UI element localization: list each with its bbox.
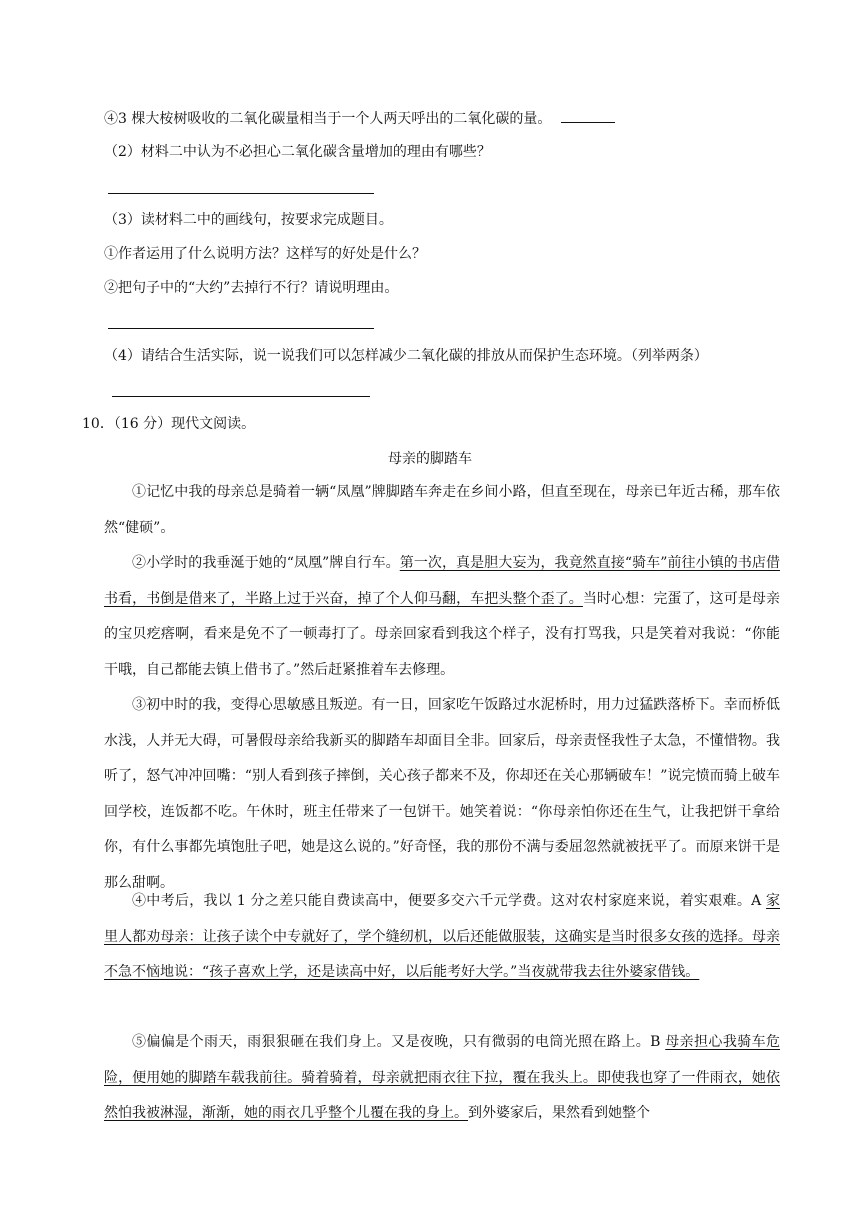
paragraph-1: ①记忆中我的母亲总是骑着一辆“凤凰”牌脚踏车奔走在乡间小路，但直至现在，母亲已年近古稀，那车依然“健硕”。 xyxy=(104,484,780,536)
underlined-sentence-a: 家里人都劝母亲：让孩子读个中专就好了，学个缝纫机，以后还能做服装，这确实是当时很多女孩的选择。母亲不急不恼地说：“孩子喜欢上学，还是读高中好，以后能考好大学。”当夜就带我去往外婆家借钱。 xyxy=(104,893,780,980)
q9-sub4: （4）请结合生活实际，说一说我们可以怎样减少二氧化碳的排放从而保护生态环境。（列举两条） xyxy=(104,348,708,364)
q9-sub3: （3）读材料二中的画线句，按要求完成题目。 xyxy=(104,212,393,228)
q9-sub3-1: ①作者运用了什么说明方法？这样写的好处是什么？ xyxy=(104,246,426,262)
answer-line[interactable] xyxy=(112,396,370,397)
paragraph-3: ③初中时的我，变得心思敏感且叛逆。有一日，回家吃午饭路过水泥桥时，用力过猛跌落桥下。幸而桥低水浅，人并无大碍，可暑假母亲给我新买的脚踏车却面目全非。回家后，母亲责怪我性子太急，不懂惜物。我听了，怒气冲冲回嘴：“别人看到孩子摔倒，关心孩子都来不及，你却还在关心那辆破车！”说完愤而骑上破车回学校，连饭都不吃。午休时，班主任带来了一包饼干。她笑着说：“你母亲怕你还在生气，让我把饼干拿给你，有什么事都先填饱肚子吧，她是这么说的。”好奇怪，我的那份不满与委屈忽然就被抚平了。而原来饼干是那么甜啊。 xyxy=(104,697,780,891)
q9-sub3-2: ②把句子中的“大约”去掉行不行？请说明理由。 xyxy=(104,280,399,296)
paragraph-5: ⑤偏偏是个雨天，雨狠狠砸在我们身上。又是夜晚，只有微弱的电筒光照在路上。B 母亲担心我骑车危险，便用她的脚踏车载我前往。骑着骑着，母亲就把雨衣往下拉，覆在我头上。即使我也穿了一件雨衣，她依然怕我被淋湿，渐渐，她的雨衣几乎整个儿覆在我的身上。到外婆家后，果然看到她整个 xyxy=(104,1034,780,1121)
q9-item4: ④3 棵大桉树吸收的二氧化碳量相当于一个人两天呼出的二氧化碳的量。 xyxy=(104,108,615,129)
paragraph-4: ④中考后，我以 1 分之差只能自费读高中，便要多交六千元学费。这对农村家庭来说，着实艰难。A 家里人都劝母亲：让孩子读个中专就好了，学个缝纫机，以后还能做服装，这确实是当时很多女孩的选择。母亲不急不恼地说：“孩子喜欢上学，还是读高中好，以后能考好大学。”当夜就带我去往外婆家借钱。 xyxy=(104,893,780,980)
answer-blank-inline[interactable] xyxy=(561,108,615,123)
passage-title: 母亲的脚踏车 xyxy=(388,451,472,467)
paragraph-2: ②小学时的我垂涎于她的“凤凰”牌自行车。第一次，真是胆大妄为，我竟然直接“骑车”前往小镇的书店借书看，书倒是借来了，半路上过于兴奋，掉了个人仰马翻，车把头整个歪了。当时心想：完蛋了，这可是母亲的宝贝疙瘩啊，看来是免不了一顿毒打了。母亲回家看到我这个样子，没有打骂我，只是笑着对我说：“你能干哦，自己都能去镇上借书了。”然后赶紧推着车去修理。 xyxy=(104,555,781,678)
q9-sub2: （2）材料二中认为不必担心二氧化碳含量增加的理由有哪些？ xyxy=(104,144,491,160)
q10-header: 10．（16 分）现代文阅读。 xyxy=(82,416,256,432)
answer-line[interactable] xyxy=(108,328,374,329)
underlined-sentence-b: 母亲担心我骑车危险，便用她的脚踏车载我前往。骑着骑着，母亲就把雨衣往下拉，覆在我头上。即使我也穿了一件雨衣，她依然怕我被淋湿，渐渐，她的雨衣几乎整个儿覆在我的身上。 xyxy=(104,1034,780,1121)
answer-line[interactable] xyxy=(108,193,374,194)
underlined-sentence: 第一次，真是胆大妄为，我竟然直接“骑车”前往小镇的书店借书看，书倒是借来了，半路上过于兴奋，掉了个人仰马翻，车把头整个歪了。 xyxy=(104,555,780,607)
